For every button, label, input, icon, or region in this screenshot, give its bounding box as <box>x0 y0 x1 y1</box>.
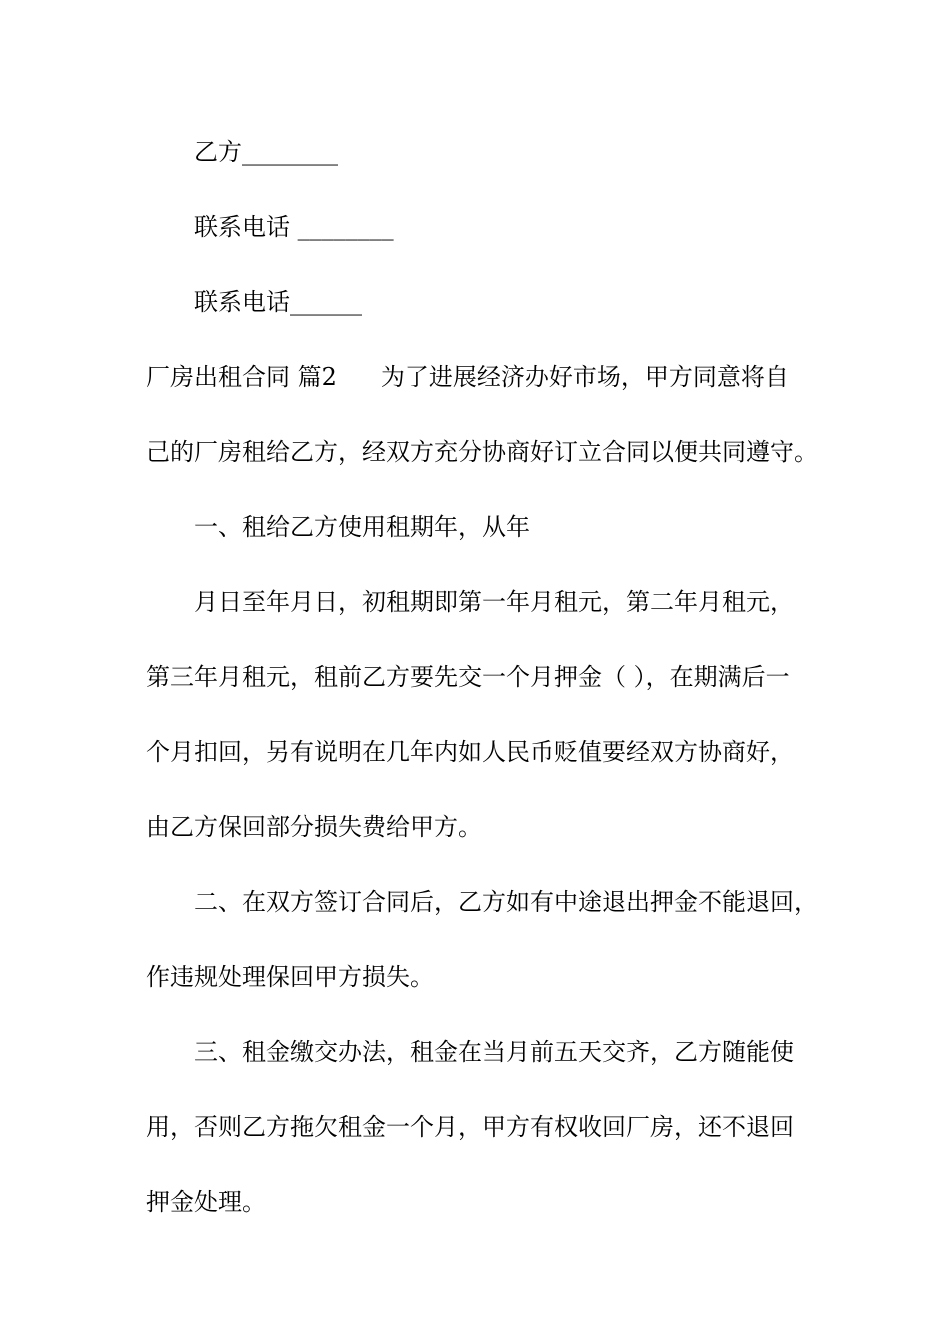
contract-title: 厂房出租合同 篇2 <box>146 363 337 391</box>
phone-line-1: 联系电话 ________ <box>194 213 394 241</box>
clause-3-line: 三、租金缴交办法，租金在当月前五天交齐，乙方随能使 <box>194 1038 794 1066</box>
paragraph-line: 个月扣回，另有说明在几年内如人民币贬值要经双方协商好， <box>146 738 794 766</box>
paragraph-line: 己的厂房租给乙方，经双方充分协商好订立合同以便共同遵守。 <box>146 438 818 466</box>
paragraph-line: 第三年月租元，租前乙方要先交一个月押金（ ），在期满后一 <box>146 663 790 691</box>
paragraph-line: 押金处理。 <box>146 1188 266 1216</box>
intro-text: 为了进展经济办好市场，甲方同意将自 <box>380 363 789 391</box>
clause-2-line: 二、在双方签订合同后，乙方如有中途退出押金不能退回， <box>194 888 818 916</box>
phone-line-2: 联系电话______ <box>194 288 362 316</box>
paragraph-line: 用，否则乙方拖欠租金一个月，甲方有权收回厂房，还不退回 <box>146 1113 794 1141</box>
paragraph-line: 由乙方保回部分损失费给甲方。 <box>146 813 482 841</box>
party-b-line: 乙方________ <box>194 138 338 166</box>
paragraph-line: 作违规处理保回甲方损失。 <box>146 963 434 991</box>
clause-1-line: 一、租给乙方使用租期年，从年 <box>194 513 530 541</box>
paragraph-line: 月日至年月日，初租期即第一年月租元，第二年月租元， <box>194 588 794 616</box>
contract-heading-line <box>146 362 826 392</box>
